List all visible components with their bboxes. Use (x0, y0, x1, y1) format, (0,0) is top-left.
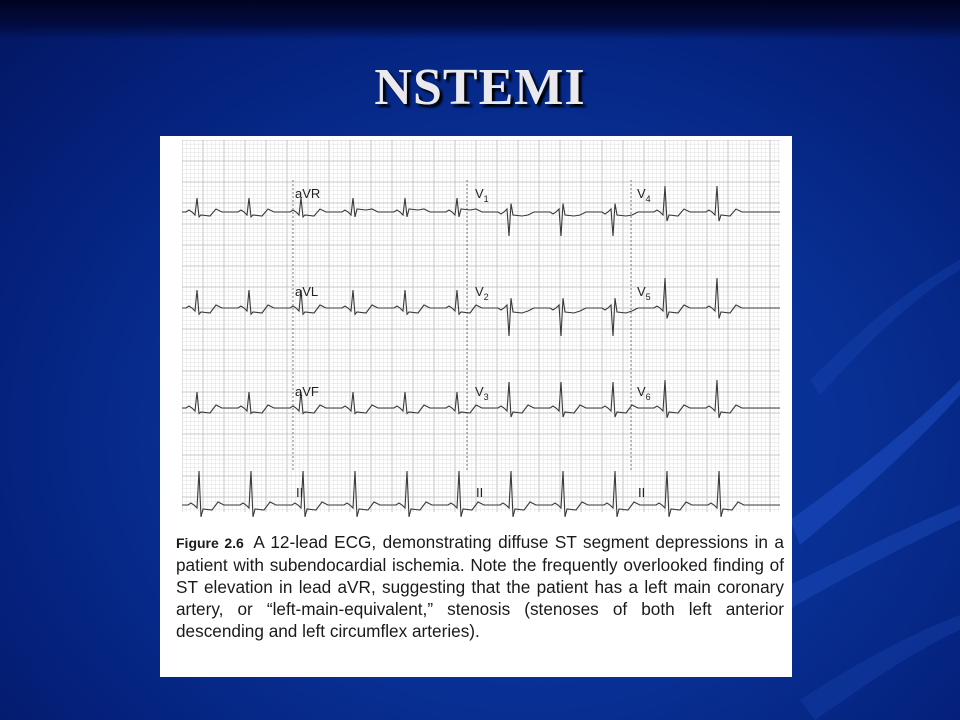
lead-label-rhythm-2: II (476, 485, 484, 500)
lead-label-v1: $V_1$ (475, 186, 489, 204)
lead-label-v6: $V_6$ (637, 384, 651, 402)
lead-label-avf: aVF (295, 384, 319, 399)
ecg-lead-labels (295, 186, 651, 500)
ecg-figure (160, 136, 792, 677)
lead-label-v2: $V_2$ (475, 284, 489, 302)
lead-label-rhythm-3: II (638, 485, 646, 500)
lead-label-v4: $V_4$ (637, 186, 651, 204)
figure-caption (176, 531, 784, 642)
lead-label-rhythm-1: II (296, 485, 304, 500)
slide-title: NSTEMI (374, 59, 586, 116)
lead-label-avl: aVL (295, 284, 319, 299)
figure-caption-text: A 12-lead ECG, demonstrating diffuse ST segment depressions in a patient with subendocardial ischemia. Note the frequently overlooked finding of ST elevation in lead aVR, suggesting that the patient has a left main coronary artery, or “left-main-equivalent,” stenosis (stenoses of both left anterior descending and left circumflex arteries). (176, 532, 784, 641)
lead-label-avr: aVR (295, 186, 321, 201)
lead-label-v3: $V_3$ (475, 384, 489, 402)
figure-caption-label: Figure 2.6 (176, 535, 244, 551)
lead-label-v5: $V_5$ (637, 284, 651, 302)
